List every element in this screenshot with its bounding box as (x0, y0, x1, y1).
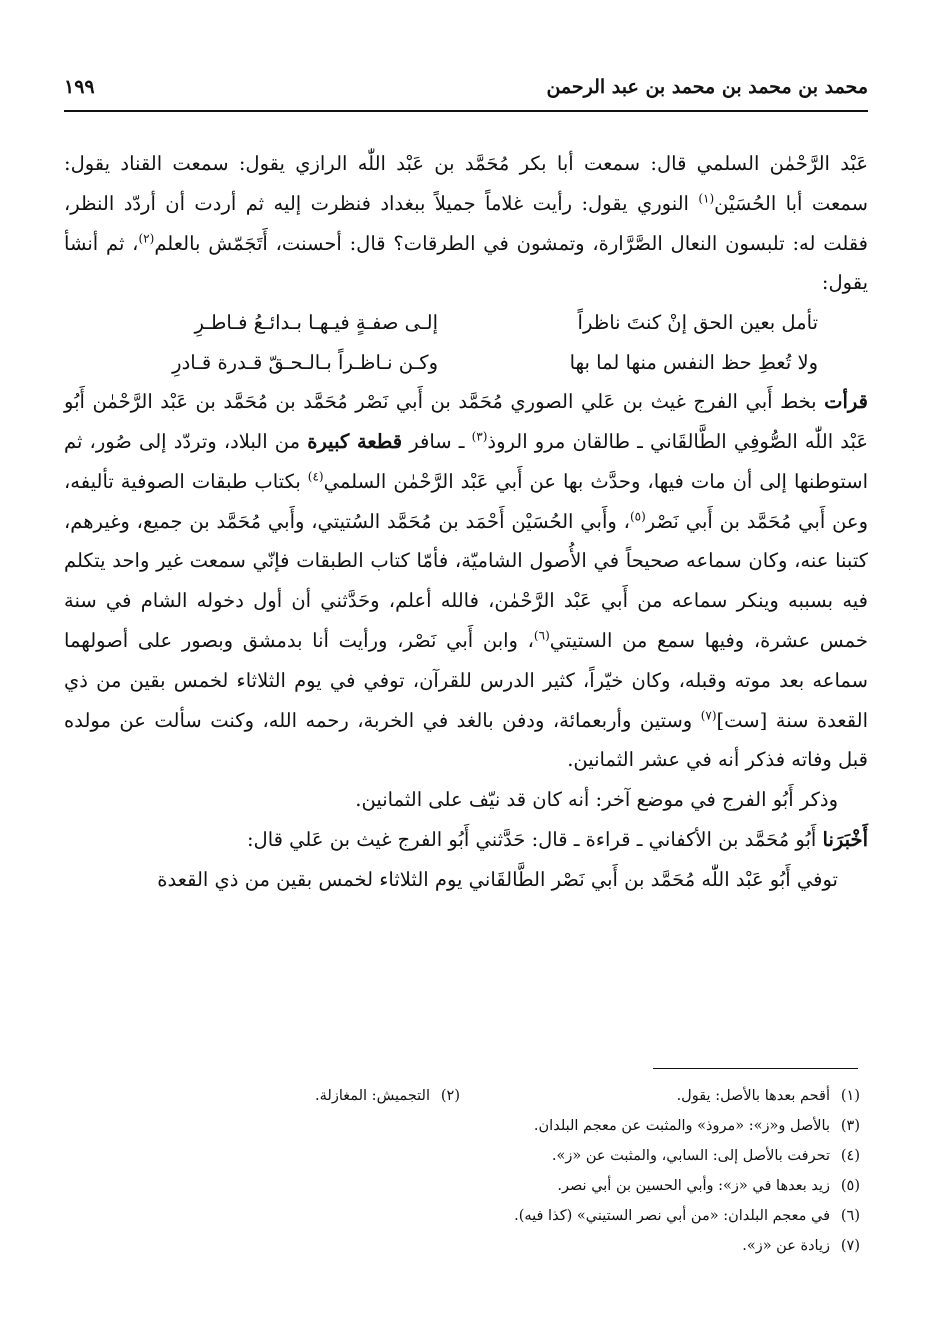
footnote-text: زيد بعدها في «ز»: وأبي الحسين بن أبي نصر. (557, 1178, 830, 1194)
running-title: محمد بن محمد بن محمد بن عبد الرحمن (546, 76, 868, 98)
text-run: بخط أَبي الفرج غيث بن عَلي الصوري مُحَمَّد بن أَبي نَصْر مُحَمَّد بن مُحَمَّد بن عَبْد الرَّحْمٰن أَبُو عَبْد اللّٰه الصُّوفِي الطَّالقَاني ـ طالقان مرو الروذ (64, 390, 869, 453)
footnote-6 (514, 1201, 860, 1231)
footnote-number: (٣) (840, 1118, 860, 1134)
footnote-ref-1[interactable]: (١) (698, 191, 715, 206)
footnote-text: أقحم بعدها بالأصل: يقول. (676, 1088, 830, 1104)
text-run: وستين وأربعمائة، ودفن بالغد في الخربة، رحمه الله، وكنت سألت عن مولده قبل وفاته فذكر أنه في عشر الثمانين. (64, 708, 868, 772)
bold-phrase: قطعة كبيرة (307, 429, 403, 453)
text-run: بكتاب طبقات الصوفية تأليفه، وعن أَبي مُحَمَّد بن أَبي نَصْر (64, 469, 868, 533)
keyword-akhbarana: أَخْبَرَنا (822, 827, 868, 851)
text-run: ، وأَبي الحُسَيْن أَحْمَد بن مُحَمَّد السُتيتي، وأَبي مُحَمَّد بن جميع، وغيرهم، كتبنا عنه، وكان سماعه صحيحاً في الأُصول الشاميّة، فأمّا كتاب الطبقات فإنّي سمعت غير واحد يتكلم فيه بسببه وينكر سماعه من أَبي عَبْد الرَّحْمٰن، فالله أعلم، وحَدَّثني أن أول دخوله الشام في سنة خمس عشرة، وفيها سمع من الستيتي (64, 509, 868, 652)
footnote-number: (٦) (840, 1208, 860, 1224)
text-run: عَبْد الرَّحْمٰن السلمي قال: سمعت أبا بكر مُحَمَّد بن عَبْد اللّٰه الرازي يقول: سمعت القناد يقول: سمعت أبا الحُسَيْن (64, 152, 868, 215)
footnote-text: زيادة عن «ز». (742, 1238, 830, 1254)
verse-line-2 (64, 343, 868, 383)
paragraph-3: وذكر أَبُو الفرج في موضع آخر: أنه كان قد نيّف على الثمانين. (355, 788, 838, 812)
page-number: ١٩٩ (64, 76, 95, 98)
verse-hemistich: إلـى صفـةٍ فيـهـا بـدائـعُ فـاطـرِ (194, 311, 438, 335)
footnote-ref-6[interactable]: (٦) (533, 628, 550, 643)
verse-line-1 (64, 303, 868, 343)
footnote-ref-7[interactable]: (٧) (700, 708, 717, 723)
footnote-number: (١) (840, 1088, 860, 1104)
footnote-ref-5[interactable]: (٥) (629, 509, 646, 524)
footnote-text: تحرفت بالأصل إلى: السابي، والمثبت عن «ز». (551, 1148, 830, 1164)
footnote-number: (٥) (840, 1178, 860, 1194)
text-run: من البلاد، وتردّد إلى صُور، ثم استوطنها إلى أن مات فيها، وحدَّث بها عن أَبي عَبْد الرَّحْمٰن السلمي (64, 429, 868, 493)
verse-hemistich: تأمل بعين الحق إنْ كنتَ ناظراً (577, 311, 818, 335)
text-run: النوري يقول: رأيت غلاماً جميلاً ببغداد فنظرت إليه ثم أردت أن أردّد النظر، فقلت له: تلبسون النعال الصَّرَّارة، وتمشون في الطرقات؟ قال: أحسنت، أَتَجَمّش بالعلم (64, 191, 869, 255)
footnote-divider (653, 1068, 858, 1069)
footnote-text: بالأصل و«ز»: «مروذ» والمثبت عن معجم البلدان. (533, 1118, 830, 1134)
footnote-number: (٤) (840, 1148, 860, 1164)
paragraph-2 (64, 382, 868, 780)
footnote-3 (534, 1111, 860, 1141)
footnote-7 (742, 1231, 860, 1261)
text-run: أَبُو مُحَمَّد بن الأكفاني ـ قراءة ـ قال: حَدَّثني أَبُو الفرج غيث بن عَلي قال: (246, 827, 823, 851)
footnote-number: (٢) (440, 1088, 460, 1104)
footnotes (70, 1081, 860, 1271)
text-run: ، وابن أَبي نَصْر، ورأيت أنا بدمشق وبصور على أصولهما سماعه بعد موته وقبله، وكان خيّراً، كثير الدرس للقرآن، توفي في يوم الثلاثاء لخمس بقين من ذي القعدة سنة [ست] (64, 628, 868, 732)
footnote-text: التجميش: المغازلة. (315, 1088, 430, 1104)
poem-verses (64, 303, 868, 382)
verse-hemistich: ولا تُعطِ حظ النفس منها لما بها (569, 351, 818, 375)
footnote-2 (315, 1081, 460, 1111)
header-divider (64, 110, 868, 112)
paragraph-4 (64, 820, 868, 860)
footnote-number: (٧) (840, 1238, 860, 1254)
keyword-qara-tu: قرأت (824, 390, 868, 414)
footnote-ref-4[interactable]: (٤) (307, 469, 324, 484)
footnote-text: في معجم البلدان: «من أبي نصر الستيني» (كذا فيه). (514, 1208, 830, 1224)
verse-hemistich: وكـن نـاظـراً بـالـحـقّ قـدرة قـادرِ (172, 351, 438, 375)
paragraph-5: توفي أَبُو عَبْد اللّٰه مُحَمَّد بن أَبي نَصْر الطَّالقَاني يوم الثلاثاء لخمس بقين من ذي القعدة (157, 867, 838, 891)
footnote-ref-2[interactable]: (٢) (138, 231, 155, 246)
text-run: ، ثم أنشأ يقول: (64, 231, 868, 295)
main-text (64, 144, 868, 900)
text-run: ـ سافر (402, 429, 472, 453)
footnote-1 (315, 1081, 860, 1111)
footnote-ref-3[interactable]: (٣) (471, 429, 488, 444)
paragraph-1 (64, 144, 868, 303)
page-header (64, 72, 868, 106)
footnote-4 (552, 1141, 860, 1171)
footnote-5 (557, 1171, 860, 1201)
